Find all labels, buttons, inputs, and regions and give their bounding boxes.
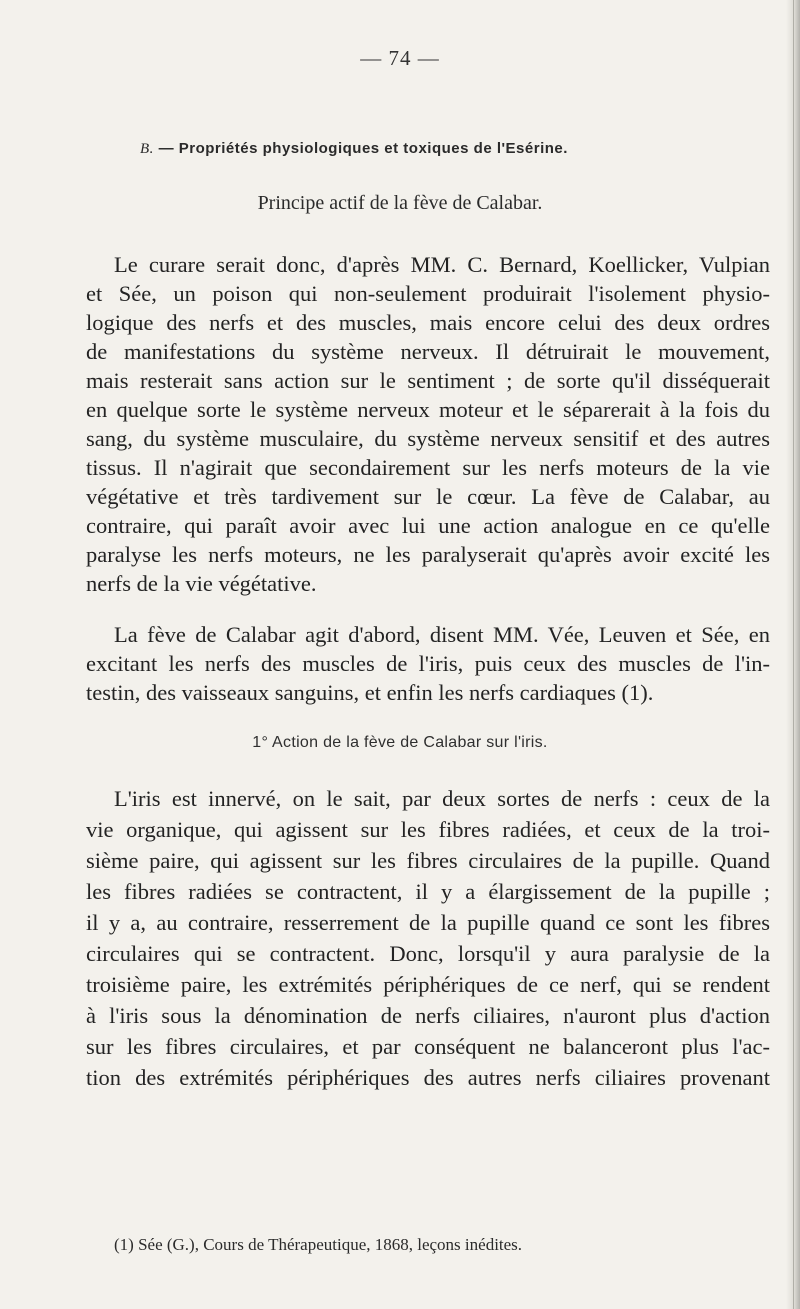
text-line: en quelque sorte le système nerveux moteur et le séparerait à la fois du	[86, 397, 770, 422]
text-line: il y a, au contraire, resserrement de la pupille quand ce sont les fibres	[86, 910, 770, 935]
text-line: L'iris est innervé, on le sait, par deux sortes de nerfs : ceux de la	[114, 786, 770, 811]
text-line: circulaires qui se contractent. Donc, lorsqu'il y aura paralysie de la	[86, 941, 770, 966]
text-line: troisième paire, les extrémités périphériques de ce nerf, qui se rendent	[86, 972, 770, 997]
page-number: — 74 —	[360, 46, 440, 70]
section-subtitle: Principe actif de la fève de Calabar.	[257, 192, 543, 214]
text-line: sième paire, qui agissent sur les fibres circulaires de la pupille. Quand	[86, 848, 770, 873]
text-line: tion des extrémités périphériques des autres nerfs ciliaires provenant	[86, 1065, 770, 1090]
text-line: vie organique, qui agissent sur les fibres radiées, et ceux de la troi-	[86, 817, 770, 842]
text-line: sang, du système musculaire, du système nerveux sensitif et des autres	[86, 426, 770, 451]
section-letter: B.	[140, 141, 154, 157]
section-title: — Propriétés physiologiques et toxiques de l'Esérine.	[158, 140, 568, 157]
section-heading	[140, 140, 568, 158]
text-line: logique des nerfs et des muscles, mais encore celui des deux ordres	[86, 310, 770, 335]
text-line: et Sée, un poison qui non-seulement produirait l'isolement physio-	[86, 281, 770, 306]
text-line: contraire, qui paraît avoir avec lui une action analogue en ce qu'elle	[86, 513, 770, 538]
text-line: Le curare serait donc, d'après MM. C. Bernard, Koellicker, Vulpian	[114, 252, 770, 277]
text-line: mais resterait sans action sur le sentiment ; de sorte qu'il disséquerait	[86, 368, 770, 393]
subsection-heading: 1° Action de la fève de Calabar sur l'iris.	[252, 734, 548, 751]
footnote: (1) Sée (G.), Cours de Thérapeutique, 1868, leçons inédites.	[114, 1235, 523, 1254]
text-line: nerfs de la vie végétative.	[86, 571, 317, 596]
text-line: les fibres radiées se contractent, il y a élargissement de la pupille ;	[86, 879, 770, 904]
text-line: tissus. Il n'agirait que secondairement sur les nerfs moteurs de la vie	[86, 455, 770, 480]
text-line: La fève de Calabar agit d'abord, disent MM. Vée, Leuven et Sée, en	[114, 622, 770, 647]
text-line: paralyse les nerfs moteurs, ne les paralyserait qu'après avoir excité les	[86, 542, 770, 567]
text-line: de manifestations du système nerveux. Il détruirait le mouvement,	[86, 339, 770, 364]
text-line: à l'iris sous la dénomination de nerfs ciliaires, n'auront plus d'action	[86, 1003, 770, 1028]
text-line: sur les fibres circulaires, et par conséquent ne balanceront plus l'ac-	[86, 1034, 770, 1059]
text-line: excitant les nerfs des muscles de l'iris, puis ceux des muscles de l'in-	[86, 651, 770, 676]
text-line: végétative et très tardivement sur le cœur. La fève de Calabar, au	[86, 484, 770, 509]
text-line: testin, des vaisseaux sanguins, et enfin les nerfs cardiaques (1).	[86, 680, 654, 705]
